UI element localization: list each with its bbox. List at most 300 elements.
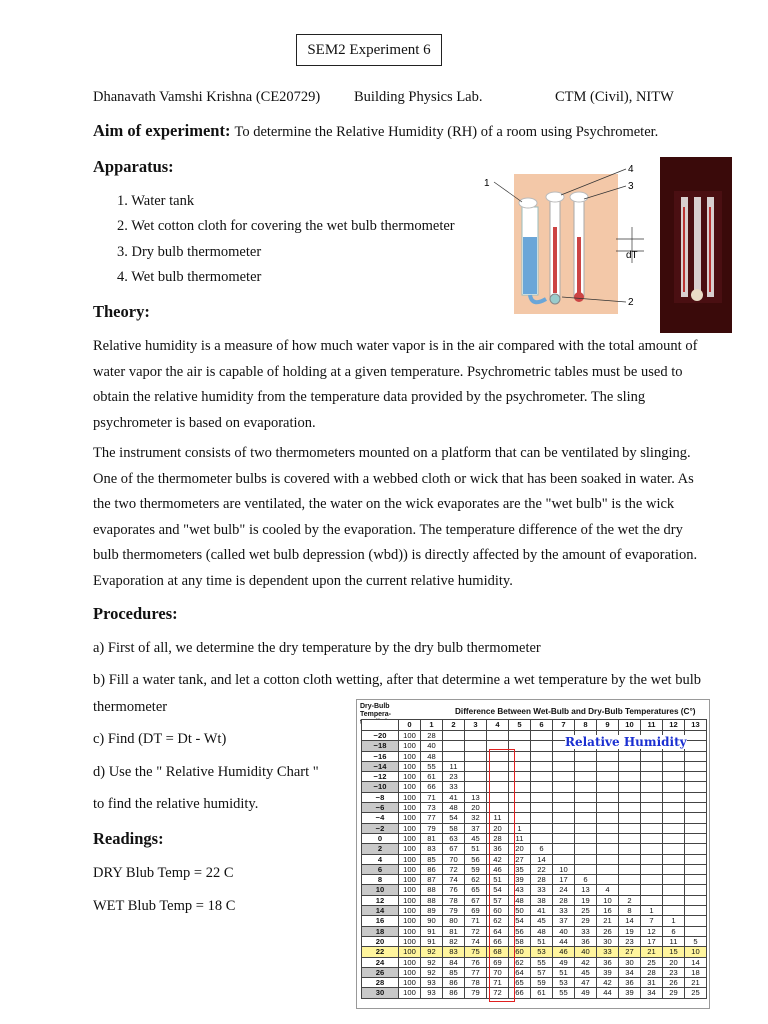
rh-cell: 19 [575, 895, 597, 905]
rh-cell [685, 751, 707, 761]
rh-cell: 66 [509, 988, 531, 998]
rh-cell: 100 [399, 803, 421, 813]
rh-cell: 78 [443, 895, 465, 905]
aim-line [93, 121, 658, 141]
rh-cell: 13 [575, 885, 597, 895]
rh-cell: 6 [575, 875, 597, 885]
rh-cell: 33 [531, 885, 553, 895]
rh-cell: 14 [619, 916, 641, 926]
rh-cell [641, 823, 663, 833]
list-item: 1. Water tank [117, 193, 195, 209]
rh-cell: 36 [619, 978, 641, 988]
rh-cell: 57 [531, 967, 553, 977]
table-row [362, 895, 707, 905]
rh-cell: 100 [399, 751, 421, 761]
table-row [362, 916, 707, 926]
rh-cell [641, 854, 663, 864]
rh-cell [663, 823, 685, 833]
rh-cell [531, 772, 553, 782]
dry-bulb-cell: −8 [362, 792, 399, 802]
rh-cell [465, 741, 487, 751]
table-row [362, 803, 707, 813]
rh-cell [685, 844, 707, 854]
table-row [362, 854, 707, 864]
rh-cell: 23 [663, 967, 685, 977]
rh-table [361, 719, 707, 999]
rh-cell [685, 731, 707, 741]
rh-cell: 91 [421, 926, 443, 936]
rh-cell [531, 833, 553, 843]
rh-cell: 58 [509, 936, 531, 946]
dry-bulb-cell: −4 [362, 813, 399, 823]
rh-cell [663, 906, 685, 916]
rh-cell: 36 [575, 936, 597, 946]
rh-cell: 26 [663, 978, 685, 988]
rh-cell [619, 813, 641, 823]
rh-cell: 100 [399, 978, 421, 988]
rh-cell [443, 741, 465, 751]
rh-cell [685, 741, 707, 751]
rh-cell: 100 [399, 731, 421, 741]
rh-cell [553, 854, 575, 864]
rh-cell: 44 [597, 988, 619, 998]
rh-cell: 84 [443, 957, 465, 967]
rh-cell: 13 [465, 792, 487, 802]
rh-cell: 46 [487, 864, 509, 874]
rh-cell: 100 [399, 885, 421, 895]
rh-cell: 15 [663, 947, 685, 957]
table-row [362, 926, 707, 936]
column-header: 10 [619, 720, 641, 731]
rh-cell: 45 [531, 916, 553, 926]
rh-cell: 29 [575, 916, 597, 926]
rh-cell: 87 [421, 875, 443, 885]
rh-cell: 12 [641, 926, 663, 936]
rh-cell: 58 [443, 823, 465, 833]
rh-cell [597, 761, 619, 771]
rh-cell [641, 803, 663, 813]
rh-cell [597, 864, 619, 874]
table-row [362, 875, 707, 885]
table-row [362, 813, 707, 823]
rh-cell: 72 [487, 988, 509, 998]
label-4: 4 [628, 164, 634, 175]
rh-cell: 85 [421, 854, 443, 864]
rh-cell: 28 [487, 833, 509, 843]
rh-cell [575, 751, 597, 761]
rh-cell: 71 [421, 792, 443, 802]
dry-bulb-cell: −10 [362, 782, 399, 792]
rh-cell: 67 [465, 895, 487, 905]
text-line: Relative humidity is a measure of how much water vapor is in the air compared with the total amount of [93, 338, 698, 354]
rh-cell [597, 854, 619, 864]
rh-cell [575, 782, 597, 792]
rh-cell: 82 [443, 936, 465, 946]
column-header: 0 [399, 720, 421, 731]
rh-cell [575, 854, 597, 864]
rh-cell: 40 [575, 947, 597, 957]
rh-cell: 10 [597, 895, 619, 905]
rh-cell [685, 854, 707, 864]
table-row [362, 957, 707, 967]
rh-cell [509, 772, 531, 782]
rh-cell: 24 [553, 885, 575, 895]
rh-cell [685, 906, 707, 916]
rh-cell: 92 [421, 957, 443, 967]
rh-cell [575, 864, 597, 874]
aim-label: Aim of experiment: [93, 121, 231, 140]
text-line: psychrometer is based on evaporation. [93, 414, 316, 431]
rh-cell [641, 885, 663, 895]
rh-cell: 100 [399, 782, 421, 792]
dry-bulb-cell: 12 [362, 895, 399, 905]
rh-cell: 92 [421, 947, 443, 957]
rh-cell: 86 [421, 864, 443, 874]
table-row [362, 782, 707, 792]
table-row [362, 978, 707, 988]
text-line: One of the thermometer bulbs is covered with a webbed cloth or wick that has been soaked in water. As [93, 470, 694, 487]
rh-cell: 33 [575, 926, 597, 936]
rh-cell: 25 [641, 957, 663, 967]
rh-cell [663, 844, 685, 854]
rh-cell: 100 [399, 792, 421, 802]
rh-cell: 93 [421, 978, 443, 988]
rh-cell: 93 [421, 988, 443, 998]
dry-bulb-cell: 28 [362, 978, 399, 988]
rh-cell: 76 [443, 885, 465, 895]
rh-cell: 35 [509, 864, 531, 874]
rh-cell: 14 [531, 854, 553, 864]
rh-cell: 21 [685, 978, 707, 988]
procedures-heading: Procedures: [93, 604, 178, 623]
rh-cell: 61 [421, 772, 443, 782]
column-header: 8 [575, 720, 597, 731]
text-line: obtain the relative humidity from the temperature data provided by the psychrometer. The sling [93, 389, 646, 406]
rh-cell [685, 864, 707, 874]
rh-cell: 22 [531, 864, 553, 874]
rh-cell [553, 844, 575, 854]
rh-cell [509, 803, 531, 813]
rh-cell: 42 [487, 854, 509, 864]
column-header: 13 [685, 720, 707, 731]
rh-cell: 19 [619, 926, 641, 936]
rh-cell [685, 772, 707, 782]
dry-bulb-cell: 26 [362, 967, 399, 977]
rh-cell: 49 [575, 988, 597, 998]
rh-cell: 53 [531, 947, 553, 957]
author-name: Dhanavath Vamshi Krishna (CE20729) [93, 89, 321, 105]
rh-cell: 61 [531, 988, 553, 998]
rh-cell: 63 [443, 833, 465, 843]
table-row [362, 792, 707, 802]
rh-cell: 51 [531, 936, 553, 946]
rh-cell: 1 [509, 823, 531, 833]
rh-cell [575, 823, 597, 833]
rh-cell: 75 [465, 947, 487, 957]
rh-cell: 21 [597, 916, 619, 926]
table-row [362, 885, 707, 895]
rh-cell [641, 833, 663, 843]
rh-cell [663, 772, 685, 782]
dry-bulb-cell: 10 [362, 885, 399, 895]
table-row [362, 864, 707, 874]
list-item: 4. Wet bulb thermometer [117, 268, 262, 285]
lab-name: Building Physics Lab. [354, 89, 483, 105]
rh-cell [685, 813, 707, 823]
rh-cell: 20 [663, 957, 685, 967]
table-row [362, 967, 707, 977]
rh-cell [531, 803, 553, 813]
rh-cell [619, 751, 641, 761]
dry-bulb-cell: 0 [362, 833, 399, 843]
rh-cell: 20 [487, 823, 509, 833]
rh-cell: 20 [509, 844, 531, 854]
table-row [362, 833, 707, 843]
rh-cell [685, 782, 707, 792]
table-row [362, 751, 707, 761]
aim-text: To determine the Relative Humidity (RH) of a room using Psychrometer. [234, 124, 659, 140]
rh-cell [619, 844, 641, 854]
rh-cell: 79 [443, 906, 465, 916]
rh-cell: 23 [619, 936, 641, 946]
rh-cell [509, 782, 531, 792]
rh-cell: 54 [443, 813, 465, 823]
rh-cell: 23 [443, 772, 465, 782]
rh-cell: 89 [421, 906, 443, 916]
rh-cell: 27 [619, 947, 641, 957]
table-row [362, 761, 707, 771]
rh-cell: 2 [619, 895, 641, 905]
rh-cell: 92 [421, 967, 443, 977]
chart-overlay-title: Relative Humidity [565, 735, 687, 749]
rh-cell [619, 833, 641, 843]
rh-cell: 100 [399, 988, 421, 998]
rh-cell [487, 761, 509, 771]
rh-cell [575, 833, 597, 843]
rh-cell: 100 [399, 833, 421, 843]
table-row [362, 844, 707, 854]
rh-cell [641, 772, 663, 782]
rh-cell [509, 731, 531, 741]
rh-cell: 10 [553, 864, 575, 874]
rh-cell: 42 [575, 957, 597, 967]
rh-cell [531, 741, 553, 751]
dry-bulb-cell: −14 [362, 761, 399, 771]
rh-cell [663, 782, 685, 792]
rh-cell: 40 [553, 926, 575, 936]
rh-cell [619, 761, 641, 771]
rh-cell: 28 [421, 731, 443, 741]
dry-bulb-cell: 4 [362, 854, 399, 864]
rh-cell: 32 [465, 813, 487, 823]
rh-cell: 36 [597, 957, 619, 967]
rh-cell [641, 864, 663, 874]
dry-bulb-cell: 20 [362, 936, 399, 946]
rh-cell: 17 [641, 936, 663, 946]
rh-cell [619, 854, 641, 864]
rh-cell: 100 [399, 761, 421, 771]
rh-cell [597, 823, 619, 833]
rh-cell [685, 895, 707, 905]
rh-cell: 25 [685, 988, 707, 998]
rh-cell: 100 [399, 813, 421, 823]
rh-cell: 65 [465, 885, 487, 895]
rh-cell [619, 803, 641, 813]
column-header: 5 [509, 720, 531, 731]
procedure-step-d-cont: to find the relative humidity. [93, 796, 259, 812]
rh-cell [663, 803, 685, 813]
rh-cell: 56 [465, 854, 487, 864]
text-line: water vapor the air is capable of holding at a given temperature. Psychrometric tables must be used to [93, 363, 683, 380]
rh-cell [531, 792, 553, 802]
rh-cell: 76 [465, 957, 487, 967]
rh-cell: 27 [509, 854, 531, 864]
rh-cell: 60 [487, 906, 509, 916]
rh-cell: 21 [641, 947, 663, 957]
rh-cell: 33 [597, 947, 619, 957]
dry-bulb-cell: 18 [362, 926, 399, 936]
rh-cell: 100 [399, 823, 421, 833]
rh-cell: 100 [399, 741, 421, 751]
rh-cell [641, 792, 663, 802]
rh-cell: 72 [465, 926, 487, 936]
rh-cell [641, 813, 663, 823]
rh-cell [553, 761, 575, 771]
rh-cell: 54 [487, 885, 509, 895]
rh-cell [597, 813, 619, 823]
rh-cell: 56 [509, 926, 531, 936]
dry-bulb-cell: 16 [362, 916, 399, 926]
column-header: 4 [487, 720, 509, 731]
theory-heading: Theory: [93, 302, 150, 321]
rh-cell [575, 772, 597, 782]
rh-cell [663, 792, 685, 802]
rh-cell: 55 [421, 761, 443, 771]
rh-cell [487, 751, 509, 761]
rh-cell: 30 [619, 957, 641, 967]
rh-cell [663, 751, 685, 761]
table-row [362, 936, 707, 946]
column-header: 3 [465, 720, 487, 731]
rh-cell: 29 [663, 988, 685, 998]
psychrometer-diagram [466, 157, 732, 333]
rh-cell: 69 [487, 957, 509, 967]
rh-cell: 91 [421, 936, 443, 946]
rh-cell [553, 751, 575, 761]
dry-bulb-cell: 22 [362, 947, 399, 957]
rh-cell: 81 [443, 926, 465, 936]
rh-cell: 66 [487, 936, 509, 946]
rh-cell: 86 [443, 988, 465, 998]
rh-cell: 31 [641, 978, 663, 988]
table-header-corner [362, 720, 399, 731]
dry-bulb-reading: DRY Blub Temp = 22 C [93, 865, 234, 881]
column-header: 2 [443, 720, 465, 731]
rh-cell: 18 [685, 967, 707, 977]
rh-cell: 38 [531, 895, 553, 905]
rh-cell [663, 895, 685, 905]
rh-cell: 14 [685, 957, 707, 967]
rh-cell [641, 895, 663, 905]
rh-cell: 65 [509, 978, 531, 988]
rh-cell: 77 [421, 813, 443, 823]
text-line: The instrument consists of two thermometers mounted on a platform that can be ventilated by slinging. [93, 445, 691, 461]
rh-cell [553, 823, 575, 833]
apparatus-heading: Apparatus: [93, 157, 174, 176]
procedure-step-a: a) First of all, we determine the dry temperature by the dry bulb thermometer [93, 640, 541, 656]
list-item: 3. Dry bulb thermometer [117, 243, 262, 260]
rh-cell: 66 [421, 782, 443, 792]
rh-cell: 36 [487, 844, 509, 854]
rh-cell: 88 [421, 895, 443, 905]
rh-cell [619, 885, 641, 895]
rh-cell [641, 751, 663, 761]
rh-cell: 28 [553, 895, 575, 905]
rh-cell [663, 813, 685, 823]
rh-cell: 41 [443, 792, 465, 802]
rh-cell [619, 864, 641, 874]
rh-cell: 83 [443, 947, 465, 957]
rh-cell: 86 [443, 978, 465, 988]
rh-cell [509, 813, 531, 823]
rh-cell [465, 782, 487, 792]
dry-bulb-cell: −12 [362, 772, 399, 782]
rh-cell [465, 761, 487, 771]
rh-cell [685, 823, 707, 833]
dry-bulb-cell: 8 [362, 875, 399, 885]
rh-cell: 16 [597, 906, 619, 916]
rh-cell: 37 [553, 916, 575, 926]
table-row [362, 823, 707, 833]
dry-bulb-cell: 24 [362, 957, 399, 967]
rh-cell: 11 [663, 936, 685, 946]
rh-cell [685, 926, 707, 936]
rh-cell: 71 [465, 916, 487, 926]
chart-corner-label: Dry-Bulb Tempera- [360, 703, 391, 718]
procedure-step-c: c) Find (DT = Dt - Wt) [93, 731, 227, 747]
dry-bulb-cell: −20 [362, 731, 399, 741]
rh-cell [553, 813, 575, 823]
relative-humidity-chart [356, 699, 710, 1009]
rh-cell [575, 803, 597, 813]
rh-cell [487, 731, 509, 741]
rh-cell [663, 761, 685, 771]
text-line: Evaporation at any time is dependent upon the current relative humidity. [93, 572, 513, 589]
dry-bulb-cell: 2 [362, 844, 399, 854]
rh-cell [487, 741, 509, 751]
rh-cell [641, 782, 663, 792]
rh-cell: 39 [509, 875, 531, 885]
rh-cell: 55 [531, 957, 553, 967]
rh-cell [465, 731, 487, 741]
rh-cell [597, 803, 619, 813]
rh-cell [597, 875, 619, 885]
rh-cell: 77 [465, 967, 487, 977]
rh-cell: 64 [487, 926, 509, 936]
rh-cell: 17 [553, 875, 575, 885]
column-header: 12 [663, 720, 685, 731]
rh-cell: 90 [421, 916, 443, 926]
rh-cell: 11 [443, 761, 465, 771]
rh-cell [685, 792, 707, 802]
dry-bulb-cell: −6 [362, 803, 399, 813]
list-item: 2. Wet cotton cloth for covering the wet bulb thermometer [117, 218, 455, 235]
rh-cell: 11 [509, 833, 531, 843]
rh-cell: 42 [597, 978, 619, 988]
rh-cell [487, 792, 509, 802]
rh-cell: 48 [443, 803, 465, 813]
rh-cell: 48 [421, 751, 443, 761]
